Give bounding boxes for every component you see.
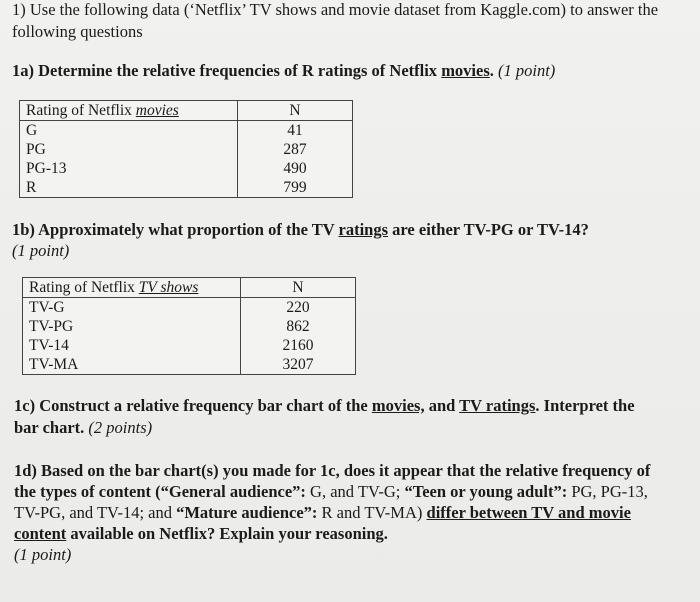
q1d-line3-normal2: R and TV-MA) [321,503,427,522]
q1-intro-line1 [12,0,658,20]
movies-n-cell: 41 [287,122,303,139]
q1c-suffix: . Interpret the [535,396,635,415]
movies-header-n: N [238,101,353,121]
q1c-underlined-movies: movies, [371,396,425,415]
tv-rating-cell: TV-PG [23,317,241,336]
q1d-line3 [14,503,631,523]
movies-header-prefix: Rating of Netflix [26,102,136,119]
table-row [20,140,353,159]
movies-n-cell: 490 [283,160,307,177]
q1a-heading [12,61,555,81]
table-row [23,336,356,355]
q1c-points: (2 points) [88,418,153,437]
table-row [23,355,356,375]
tv-rating-cell: TV-G [23,298,241,318]
q1a-underlined: movies [441,61,490,80]
q1d-line1 [14,461,650,481]
q1c-heading-line1 [14,396,635,416]
q1a-points: (1 point) [498,61,556,80]
q1b-points-line [12,241,69,261]
q1-intro-text1: 1) Use the following data (‘Netflix’ TV shows and movie dataset from Kaggle.com) to answer the [12,0,659,19]
movies-rating-cell: G [20,121,238,141]
movies-n-cell: 287 [283,141,307,158]
q1d-points-line [14,545,71,565]
tv-header-prefix: Rating of Netflix [29,279,139,296]
q1d-line3-bold: “Mature audience”: [176,503,322,522]
movies-table [19,100,353,198]
q1d-line3-underlined: differ between TV and movie [426,503,631,522]
q1d-line2-normal2: PG, PG-13, [571,482,648,501]
table-row [20,159,353,178]
q1c-underlined-tv: TV ratings [459,396,536,415]
tv-header-n: N [241,278,356,298]
q1d-line2-normal: G, and TV-G; [310,482,405,501]
q1d-line2-bold: “Teen or young adult”: [404,482,572,501]
movies-n-cell: 799 [283,179,307,196]
q1b-points: (1 point) [12,241,70,260]
tv-header-rating [23,278,241,298]
q1b-prefix: 1b) Approximately what proportion of the TV [12,220,339,239]
q1c-mid: and [424,396,460,415]
q1d-points: (1 point) [14,545,72,564]
q1-intro-line2 [12,22,143,42]
table-row [20,178,353,198]
q1d-line2 [14,482,648,502]
tv-table [22,277,356,375]
q1-intro-text2: following questions [12,22,143,41]
tv-rating-cell: TV-MA [23,355,241,375]
q1b-suffix: are either TV-PG or TV-14? [388,220,589,239]
q1c-heading-line2 [14,418,152,438]
q1b-heading [12,220,589,240]
movies-rating-cell: R [20,178,238,198]
movies-header-italic: movies [135,102,179,119]
movies-rating-cell: PG [20,140,238,159]
q1c-prefix: 1c) Construct a relative frequency bar chart of the [14,396,372,415]
tv-table-header [23,278,356,298]
q1b-underlined: ratings [338,220,389,239]
q1d-line4-underlined: content [14,524,67,543]
q1d-line2-prefix: the types of content (“General audience”: [14,482,311,501]
tv-n-cell: 2160 [282,337,314,354]
tv-n-cell: 862 [286,318,310,335]
q1d-line1-text: 1d) Based on the bar chart(s) you made for 1c, does it appear that the relative frequency of [14,461,651,480]
q1a-suffix: . [489,61,494,80]
tv-n-cell: 3207 [282,356,314,373]
table-row [23,317,356,336]
movies-table-header [20,101,353,121]
tv-header-italic: TV shows [138,279,199,296]
q1d-line4 [14,524,388,544]
table-row [20,121,353,141]
q1d-line3-normal: TV-PG, and TV-14; and [14,503,177,522]
q1d-line4-suffix: available on Netflix? Explain your reasoning. [66,524,388,543]
q1c-line2: bar chart. [14,418,85,437]
movies-rating-cell: PG-13 [20,159,238,178]
tv-n-cell: 220 [286,299,310,316]
table-row [23,298,356,318]
q1a-prefix: 1a) Determine the relative frequencies of R ratings of Netflix [12,61,442,80]
tv-rating-cell: TV-14 [23,336,241,355]
movies-header-rating [20,101,238,121]
